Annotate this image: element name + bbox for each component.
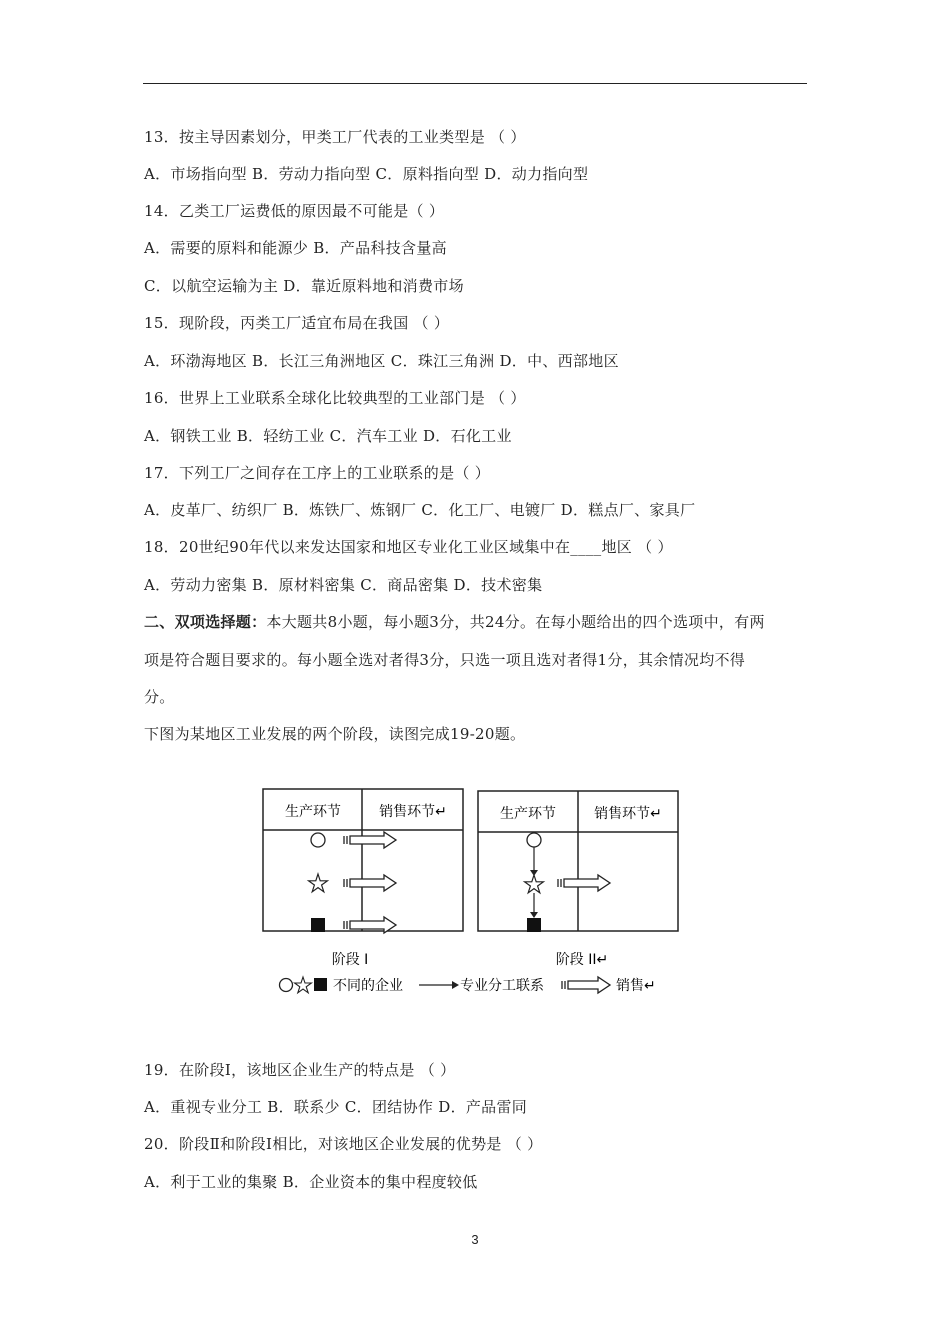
question-16: 16．世界上工业联系全球化比较典型的工业部门是 （ ） (144, 389, 526, 407)
stage-1-sale-arrow-2 (344, 875, 396, 891)
legend-circle-icon (280, 979, 293, 992)
stage-1-label: 阶段 I (331, 952, 369, 968)
legend-link-label: 专业分工联系 (460, 978, 544, 994)
page-number: 3 (471, 1232, 479, 1247)
question-13: 13．按主导因素划分，甲类工厂代表的工业类型是 （ ） (144, 128, 526, 146)
question-17-options: A．皮革厂、纺织厂 B．炼铁厂、炼钢厂 C．化工厂、电镀厂 D．糕点厂、家具厂 (144, 501, 696, 519)
header-rule (143, 83, 807, 84)
question-19: 19．在阶段Ⅰ，该地区企业生产的特点是 （ ） (144, 1061, 456, 1079)
diagram-legend (280, 977, 656, 994)
firm-star-icon (309, 874, 328, 892)
legend-sale-label: 销售↵ (616, 978, 656, 994)
stage-1-sales-label: 销售环节↵ (379, 804, 447, 820)
firm-square-icon (527, 918, 541, 932)
stage-2-production-label: 生产环节 (500, 806, 556, 822)
firm-circle-icon (527, 833, 541, 847)
legend-link-arrow-icon (452, 981, 459, 989)
section-2-heading: 二、双项选择题： (144, 613, 267, 631)
stage-1-panel (263, 789, 463, 968)
question-19-options: A．重视专业分工 B．联系少 C．团结协作 D．产品雷同 (144, 1098, 528, 1116)
question-14: 14．乙类工厂运费低的原因最不可能是（ ） (144, 202, 445, 220)
firm-circle-icon (311, 833, 325, 847)
question-17: 17．下列工厂之间存在工序上的工业联系的是（ ） (144, 464, 491, 482)
question-18: 18．20世纪90年代以来发达国家和地区专业化工业区域集中在____地区 （ ） (144, 538, 673, 556)
stage-1-sale-arrow-1 (344, 832, 396, 848)
stage-1-production-label: 生产环节 (285, 804, 341, 820)
stage-2-panel (478, 791, 678, 968)
question-18-options: A．劳动力密集 B．原材料密集 C．商品密集 D．技术密集 (144, 576, 543, 594)
question-15-options: A．环渤海地区 B．长江三角洲地区 C．珠江三角洲 D．中、西部地区 (144, 352, 619, 370)
diagram-intro: 下图为某地区工业发展的两个阶段，读图完成19-20题。 (144, 725, 526, 743)
stage-2-sale-arrow (558, 875, 610, 891)
question-13-options: A．市场指向型 B．劳动力指向型 C．原料指向型 D．动力指向型 (144, 165, 589, 183)
question-14-options-a: A．需要的原料和能源少 B．产品科技含量高 (144, 239, 447, 257)
question-16-options: A．钢铁工业 B．轻纺工业 C．汽车工业 D．石化工业 (144, 427, 512, 445)
question-15: 15．现阶段，丙类工厂适宜布局在我国 （ ） (144, 314, 450, 332)
industry-stage-diagram (258, 782, 688, 1000)
section-2-text-1: 本大题共8小题，每小题3分，共24分。在每小题给出的四个选项中，有两 (266, 613, 765, 631)
section-2-line-1 (144, 612, 765, 632)
question-14-options-b: C．以航空运输为主 D．靠近原料地和消费市场 (144, 277, 464, 295)
stage-2-label: 阶段 II↵ (555, 952, 609, 968)
section-2-line-3: 分。 (144, 688, 175, 706)
legend-square-icon (314, 978, 327, 991)
question-20: 20．阶段Ⅱ和阶段Ⅰ相比，对该地区企业发展的优势是 （ ） (144, 1135, 543, 1153)
question-20-options: A．利于工业的集聚 B．企业资本的集中程度较低 (144, 1173, 478, 1191)
legend-firms-label: 不同的企业 (333, 978, 403, 994)
firm-square-icon (311, 918, 325, 932)
section-2-line-2: 项是符合题目要求的。每小题全选对者得3分，只选一项且选对者得1分，其余情况均不得 (144, 651, 746, 669)
firm-star-icon (525, 875, 544, 893)
legend-star-icon (295, 977, 312, 993)
legend-sale-arrow-icon (562, 977, 610, 993)
stage-2-sales-label: 销售环节↵ (594, 806, 662, 822)
